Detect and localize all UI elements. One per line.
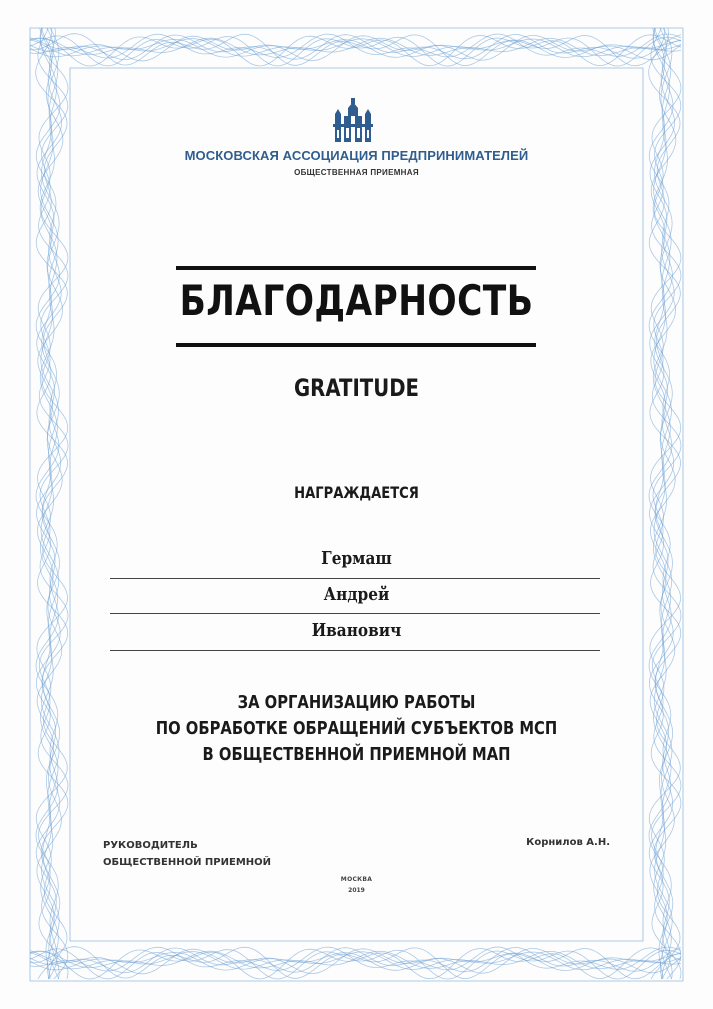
organization-subtitle: ОБЩЕСТВЕННАЯ ПРИЕМНАЯ xyxy=(294,168,419,177)
name-underline xyxy=(110,613,600,614)
signer-name: Корнилов А.Н. xyxy=(526,837,610,848)
award-reason-line: ЗА ОРГАНИЗАЦИЮ РАБОТЫ xyxy=(237,692,476,713)
award-reason-line: ПО ОБРАБОТКЕ ОБРАЩЕНИЙ СУБЪЕКТОВ МСП xyxy=(155,718,558,739)
signer-position-line: ОБЩЕСТВЕННОЙ ПРИЕМНОЙ xyxy=(103,857,272,868)
award-reason-line: В ОБЩЕСТВЕННОЙ ПРИЕМНОЙ МАП xyxy=(202,744,511,765)
signer-position-line: РУКОВОДИТЕЛЬ xyxy=(103,840,198,851)
signer-position xyxy=(103,837,271,871)
award-reason xyxy=(64,690,649,768)
kremlin-tower-logo-icon xyxy=(333,98,373,142)
certificate-title: БЛАГОДАРНОСТЬ xyxy=(179,276,534,325)
title-bottom-rule xyxy=(176,343,536,347)
certificate-subtitle: GRATITUDE xyxy=(294,374,419,402)
name-underline xyxy=(110,650,600,651)
name-underline xyxy=(110,578,600,579)
organization-name: МОСКОВСКАЯ АССОЦИАЦИЯ ПРЕДПРИНИМАТЕЛЕЙ xyxy=(184,148,529,163)
issue-year: 2019 xyxy=(348,887,365,894)
recipient-first-name: Андрей xyxy=(323,584,390,605)
recipient-patronymic: Иванович xyxy=(311,620,402,641)
recipient-surname: Гермаш xyxy=(321,548,392,569)
issue-city: МОСКВА xyxy=(340,876,373,883)
awarded-label: НАГРАЖДАЕТСЯ xyxy=(294,483,419,502)
title-top-rule xyxy=(176,266,536,270)
